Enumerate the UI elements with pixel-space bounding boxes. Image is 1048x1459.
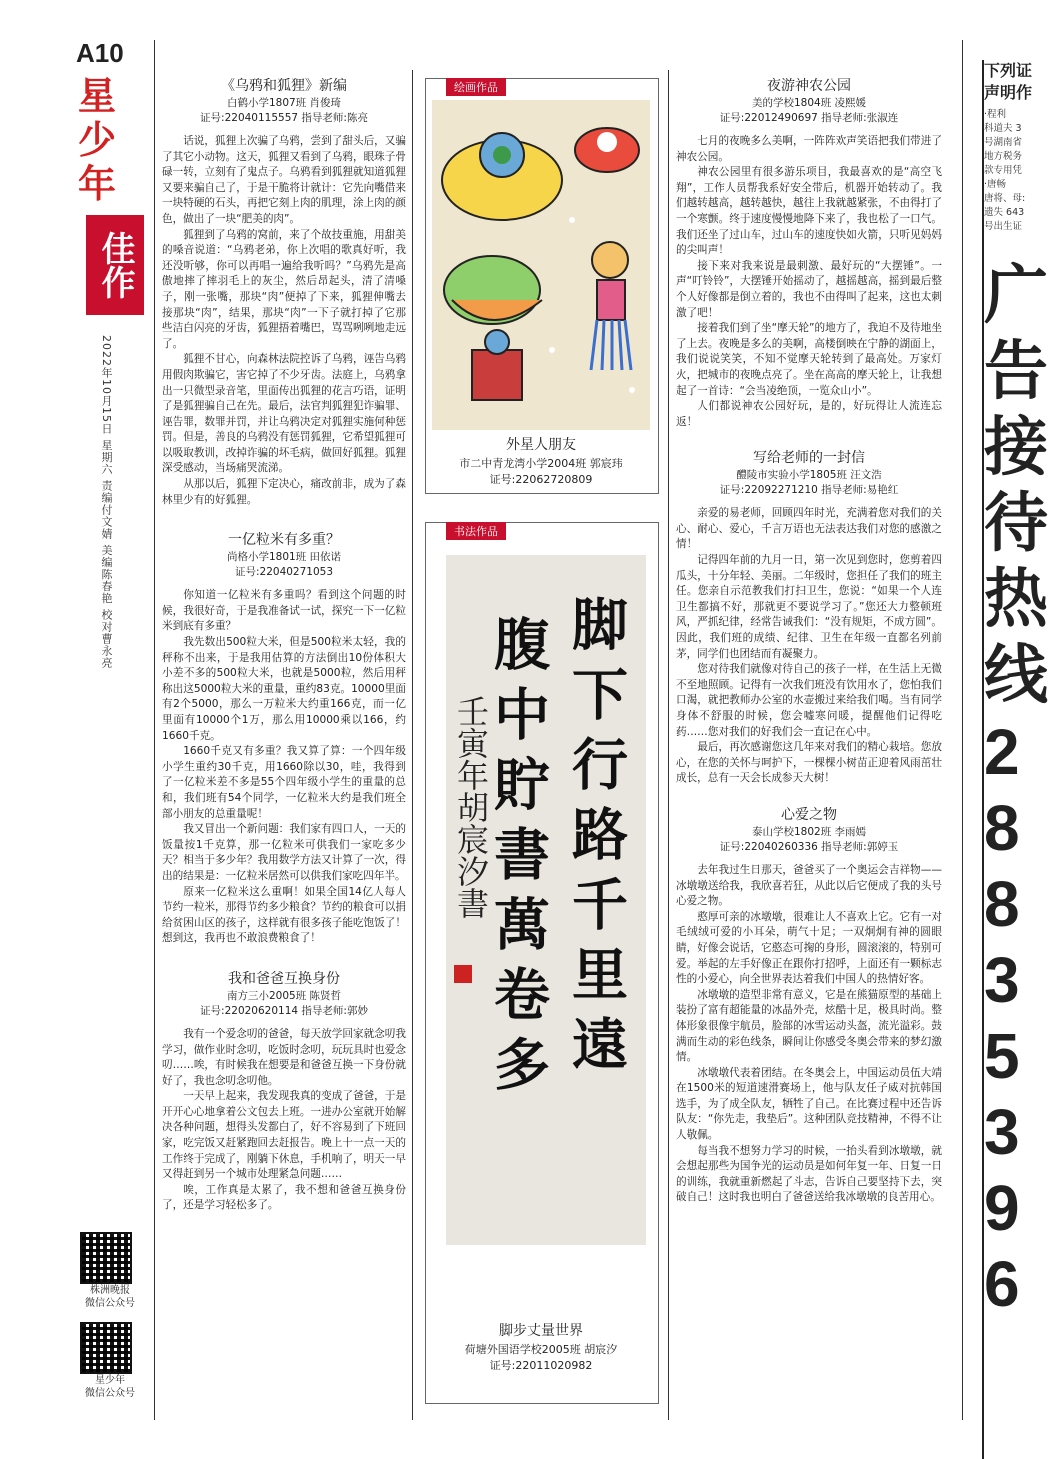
- article-title: 我和爸爸互换身份: [228, 970, 340, 987]
- dateline: 2022年10月15日 星期六 责编付文婧 美编陈春艳 校对曹永亮: [100, 335, 113, 669]
- article-meta: 证号:22040115557 指导老师:陈亮: [200, 112, 368, 124]
- calligraphy-image: [446, 555, 646, 1245]
- article-title: 写给老师的一封信: [753, 450, 865, 467]
- article-author: 南方三小2005班 陈贤哲: [226, 989, 342, 1002]
- ad-notice-line: 号出生证: [984, 221, 1023, 232]
- article-author: 尚格小学1801班 田依诺: [226, 551, 342, 564]
- ad-hotline-title: [984, 258, 1048, 714]
- column-divider: [668, 70, 669, 1420]
- column-3: [676, 72, 942, 1452]
- ad-notice-line: 号湖南省: [984, 137, 1023, 148]
- calligraphy-right-column: 脚下行路千里遠: [563, 595, 629, 1085]
- column-divider: [154, 40, 155, 1420]
- logo: [78, 74, 148, 206]
- seal-stamp-icon: [454, 965, 472, 983]
- article-paragraph: 记得四年前的九月一日，第一次见到您时，您剪着四瓜头，十分年轻、美丽。二年级时，您担任了我们的班主任。您亲自示范教我们打扫卫生，您说：“如果一个人连卫生都搞不好，那就更不要说学习了。”您还大力整顿班风，严抓纪律，经常告诫我们：“没有规矩，不成方圆”。因此，我们班的成绩、纪律、卫生在年级一直都名列前茅，同学们也团结而有凝聚力。: [676, 554, 942, 660]
- article-title: 夜游神农公园: [767, 78, 851, 94]
- article-author: 白鹤小学1807班 肖俊琦: [226, 97, 342, 109]
- page-number: A10: [76, 38, 124, 68]
- ad-phone-digit: 8: [984, 868, 1020, 940]
- painting-image: [432, 100, 650, 430]
- article-author: 醴陵市实验小学1805班 汪文浩: [736, 469, 882, 482]
- ad-notice-line: 唐将、母:: [984, 193, 1026, 204]
- article: [676, 76, 942, 430]
- article-paragraph: 冰墩墩的造型非常有意义，它是在熊猫原型的基础上装扮了富有超能量的冰晶外壳，炫酷十足，极具时尚。整体形象很像宇航员，脸部的冰雪运动头盔，流光溢彩。鼓满而生动的彩色线条，瞬间让你感受冬奥会带来的梦幻激情。: [676, 988, 942, 1064]
- article: [676, 448, 942, 787]
- article: [162, 76, 406, 508]
- article: [676, 805, 942, 1206]
- article-paragraph: 神农公园里有很多游乐项目，我最喜欢的是“高空飞翔”，工作人员帮我系好安全带后，机器开始转动了。我们越转越高，越转越快，越往上我就越紧张，不由得打了一个寒颤。终于速度慢慢地降下来了，我也松了一口气。我们还坐了过山车，过山车的速度快如火箭，只听见妈妈的尖叫声！: [676, 166, 942, 257]
- ad-hotline-char: 告: [984, 334, 1048, 409]
- article-paragraph: 从那以后，狐狸下定决心，痛改前非，成为了森林里少有的好狐狸。: [162, 478, 406, 506]
- painting-tag: 绘画作品: [446, 78, 506, 96]
- calligraphy-signature: 壬寅年胡宸汐書: [452, 695, 490, 919]
- column-divider: [412, 70, 413, 1420]
- ad-phone-digit: 8: [984, 792, 1020, 864]
- ad-panel: [982, 60, 1048, 1459]
- painting-title: 外星人朋友: [506, 437, 576, 453]
- article-paragraph: 狐狸到了乌鸦的窝前，来了个故技重施，用甜美的嗓音说道：“乌鸦老弟，你上次唱的歌真好听，我还没听够，你可以再唱一遍给我听吗？”乌鸦先是高傲地摔了摔羽毛上的灰尘，然后昂起头，清了清嗓子，刚一张嘴，那块“肉”便掉了下来，狐狸伸嘴去接那块“肉”，结果，那块“肉”一下子就打掉了它那些洁白闪亮的牙齿，狐狸捂着嘴巴，骂骂咧咧地走远了。: [162, 228, 406, 350]
- calligraphy-meta: 证号:22011020982: [489, 1359, 593, 1372]
- calligraphy-author: 荷塘外国语学校2005班 胡宸汐: [464, 1343, 618, 1356]
- painting-meta: 证号:22062720809: [489, 473, 593, 486]
- article-author: 泰山学校1802班 李雨嫣: [751, 825, 867, 838]
- article-title: 心爱之物: [781, 806, 837, 823]
- article-paragraph: 最后，再次感谢您这几年来对我们的精心栽培。您放心，在您的关怀与呵护下，一棵棵小树苗正迎着风雨茁壮成长，总有一天会长成参天大树！: [676, 741, 942, 785]
- ad-hotline-char: 待: [984, 486, 1048, 561]
- article-paragraph: 我又冒出一个新问题：我们家有四口人，一天的饭量按1千克算，那一亿粒米可供我们一家吃多少天？相当于多少年？我用数学方法又计算了一次，得出的结果是：一亿粒米居然可以供我们家吃四年半。: [162, 823, 406, 882]
- qr-block-2: [80, 1322, 140, 1400]
- section-tab: 佳作: [86, 215, 144, 315]
- ad-hotline-char: 线: [984, 638, 1048, 713]
- article-paragraph: 您对待我们就像对待自己的孩子一样，在生活上无微不至地照顾。记得有一次我们班没有饮用水了，您怕我们口渴，就把教师办公室的水壶搬过来给我们喝。当有同学身体不舒服的时候，您会嘘寒问暖，提醒他们记得吃药……您对我们的好我们会一直记在心中。: [676, 663, 942, 738]
- logo-text: 星少年: [78, 73, 117, 206]
- ad-notice-line: 款专用凭: [984, 165, 1023, 176]
- article-paragraph: 我有一个爱念叨的爸爸，每天放学回家就念叨我学习，做作业时念叨，吃饭时念叨，玩玩具时也爱念叨……唉，有时候我在想要是和爸爸互换一下身份就好了，我也念叨念叨他。: [162, 1027, 406, 1087]
- article: [162, 969, 406, 1214]
- article-paragraph: 原来一亿粒米这么重啊！如果全国14亿人每人节约一粒米，那得节约多少粮食？节约的粮食可以捐给贫困山区的孩子，这样就有很多孩子能吃饱饭了！想到这，我再也不敢浪费粮食了！: [162, 885, 406, 945]
- article-paragraph: 接着我们到了坐“摩天轮”的地方了，我迫不及待地坐了上去。夜晚是多么的美啊，高楼倒映在宁静的湖面上，我们说说笑笑，不知不觉摩天轮转到了最高处。万家灯火，把城市的夜晚点亮了。坐在高高的摩天轮上，让我想起了一首诗：“会当凌绝顶，一览众山小”。: [676, 322, 942, 397]
- calligraphy-caption: [430, 1320, 652, 1374]
- article-meta: 证号:22092271210 指导老师:易艳红: [719, 484, 899, 497]
- article-paragraph: 接下来对我来说是最刺激、最好玩的“大摆锤”。一声“叮铃铃”，大摆锤开始摇动了，越摇越高，摇到最后整个人好像都是倒立着的，我也不由得叫了起来，这也太刺激了吧！: [676, 259, 942, 319]
- article-paragraph: 憨厚可亲的冰墩墩，很难让人不喜欢上它。它有一对毛绒绒可爱的小耳朵，萌气十足；一双炯炯有神的圆眼睛，好像会说话，它憨态可掬的身形，圆滚滚的，特别可爱。举起的左手好像正在跟你打招呼，上面还有一颗标志性的小爱心，向全世界表达着我们中国人的热情好客。: [676, 910, 942, 986]
- article-paragraph: 七月的夜晚多么美啊，一阵阵欢声笑语把我们带进了神农公园。: [676, 135, 942, 163]
- article-paragraph: 你知道一亿粒米有多重吗？看到这个问题的时候，我很好奇，于是我准备试一试，探究一下一亿粒米到底有多重？: [162, 589, 406, 633]
- ad-phone-digit: 2: [984, 716, 1020, 788]
- article-meta: 证号:22040271053: [234, 566, 334, 579]
- article-paragraph: 人们都说神农公园好玩，是的，好玩得让人流连忘返！: [676, 400, 942, 428]
- painting-author: 市二中青龙湾小学2004班 郭宸玮: [459, 457, 623, 470]
- article: [162, 530, 406, 947]
- ad-notice-line: 遗失 643: [984, 207, 1025, 218]
- qr-label: 星少年 微信公众号: [85, 1375, 135, 1399]
- ad-hotline-char: 接: [984, 410, 1048, 485]
- article-meta: 证号:22012490697 指导老师:张淑连: [719, 112, 899, 124]
- alien-painting: [432, 100, 650, 430]
- ad-phone-digit: 3: [984, 1096, 1020, 1168]
- article-meta: 证号:22040260336 指导老师:郭婷玉: [719, 840, 899, 853]
- article-paragraph: 冰墩墩代表着团结。在冬奥会上，中国运动员伍大靖在1500米的短道速滑赛场上，他与队友任子威对抗韩国选手，为了成全队友，牺牲了自己。在比赛过程中还告诉队友：“你先走，我垫后”。这种团队竞技精神，不得不让人敬佩。: [676, 1066, 942, 1142]
- article-paragraph: 狐狸不甘心，向森林法院控诉了乌鸦，诬告乌鸦用假肉欺骗它，害它掉了不少牙齿。法庭上，乌鸦拿出一只微型录音笔，里面传出狐狸的花言巧语，证明了是狐狸骗自己在先。最后，法官判狐狸犯诈骗罪、诬告罪，数罪并罚，并让乌鸦决定对狐狸实施何种惩罚。但是，善良的乌鸦没有惩罚狐狸，它希望狐狸可以吸取教训，改掉诈骗的坏毛病，做回好狐狸。狐狸深受感动，当场痛哭流涕。: [162, 353, 406, 475]
- ad-phone-number: [984, 714, 1041, 1322]
- article-paragraph: 每当我不想努力学习的时候，一抬头看到冰墩墩，就会想起那些为国争光的运动员是如何年复一年、日复一日的训练，我就重新燃起了斗志，告诉自己要坚持下去，突破自己！这时我也明白了爸爸送给我冰墩墩的良苦用心。: [676, 1144, 942, 1204]
- qr-label: 株洲晚报 微信公众号: [85, 1285, 135, 1309]
- column-1: [162, 72, 406, 1452]
- ad-notice-line: ·程利: [984, 109, 1007, 120]
- ad-phone-digit: 3: [984, 944, 1020, 1016]
- ad-notice-line: 科道夫 3: [984, 123, 1022, 134]
- ad-hotline-char: 广: [984, 258, 1048, 333]
- ad-notice-heading: 下列证 声明作: [984, 61, 1033, 102]
- ad-phone-digit: 5: [984, 1020, 1020, 1092]
- ad-notice-line: ·唐畅: [984, 179, 1007, 190]
- article-author: 美的学校1804班 凌熙媛: [751, 97, 867, 109]
- calligraphy-left-column: 腹中貯書萬卷多: [485, 615, 551, 1105]
- article-title: 一亿粒米有多重？: [228, 532, 340, 549]
- ad-hotline-char: 热: [984, 562, 1048, 637]
- article-paragraph: 话说，狐狸上次骗了乌鸦，尝到了甜头后，又骗了其它小动物。这天，狐狸又看到了乌鸦，眼珠子骨碌一转，立刻有了鬼点子。乌鸦看到狐狸就知道狐狸又要来骗自己了，于是干脆将计就计：它先向嘴借来一块特硬的石头，再把它刻上肉的肌理，涂上肉的颜色，做出了一块“肥美的肉”。: [162, 135, 406, 225]
- calligraphy-tag: 书法作品: [446, 522, 506, 540]
- ad-phone-digit: 9: [984, 1172, 1020, 1244]
- article-meta: 证号:22020620114 指导老师:郭妙: [200, 1004, 368, 1017]
- article-paragraph: 亲爱的易老师，回顾四年时光，充满着您对我们的关心、耐心、爱心，千言万语也无法表达我们对您的感激之情！: [676, 507, 942, 551]
- ad-notice-line: 地方税务: [984, 151, 1023, 162]
- article-paragraph: 一天早上起来，我发现我真的变成了爸爸，于是开开心心地拿着公文包去上班。一进办公室就开始解决各种问题，想得头发都白了，好不容易到了下班回家，吃完饭又赶紧跑回去赶报告。晚上十一点一天的工作终于完成了，刚躺下休息，手机响了，明天一早又得赶到另一个城市处理紧急问题……: [162, 1090, 406, 1181]
- qr-code-icon: [80, 1232, 132, 1284]
- article-paragraph: 我先数出500粒大米，但是500粒米太轻，我的秤称不出来，于是我用估算的方法倒出10份体积大小差不多的500粒大米，也就是5000粒，然后用秤称出这5000粒大米的重量，重约83克。10000里面有2个5000，那么一万粒米大约重166克，而一亿里面有10000个1万，那么用10000乘以166，约1660千克。: [162, 636, 406, 742]
- painting-caption: [430, 434, 652, 488]
- column-divider: [962, 40, 963, 1420]
- calligraphy-title: 脚步丈量世界: [499, 1323, 583, 1339]
- article-title: 《乌鸦和狐狸》新编: [221, 78, 347, 94]
- article-paragraph: 去年我过生日那天，爸爸买了一个奥运会吉祥物——冰墩墩送给我，我欣喜若狂，从此以后它便成了我的头号心爱之物。: [676, 863, 942, 908]
- ad-notice-text: [984, 108, 1041, 234]
- qr-code-icon: [80, 1322, 132, 1374]
- article-paragraph: 1660千克又有多重？我又算了算：一个四年级小学生重约30千克，用1660除以30，哇，我得到了一亿粒米差不多是55个四年级小学生的重量的总和，我们班有54个同学，一亿粒米大约是我们班全部小朋友的总重量呢！: [162, 745, 406, 820]
- qr-block-1: [80, 1232, 140, 1310]
- ad-phone-digit: 6: [984, 1248, 1020, 1320]
- article-paragraph: 唉，工作真是太累了，我不想和爸爸互换身份了，还是学习轻松多了。: [162, 1183, 406, 1212]
